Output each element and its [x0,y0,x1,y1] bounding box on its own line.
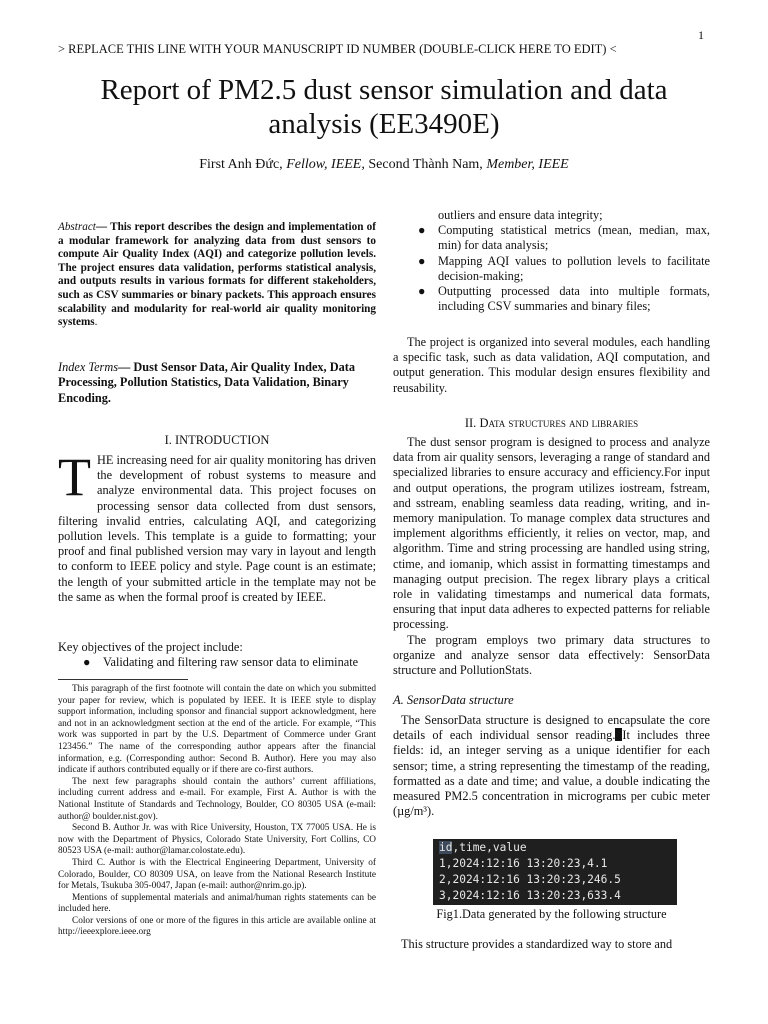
bullet-icon: ● [418,284,426,299]
abstract [58,221,376,330]
footnote-paragraph: Second B. Author Jr. was with Rice University, Houston, TX 77005 USA. He is now with the Department of Physics, Colorado State University, Fort Collins, CO 80523 USA (e-mail: author@lamar.colostate.edu). [58,823,376,857]
first-author-name: First Anh Đức, [199,157,287,172]
objective-text: Computing statistical metrics (mean, median, max, min) for data analysis; [438,223,710,253]
terminal-highlight: id [439,841,453,854]
objective-continuation: outliers and ensure data integrity; [438,208,603,222]
list-item [58,655,376,670]
footnote-paragraph: Third C. Author is with the Electrical Engineering Department, University of Colorado, Boulder, CO 80309 USA, on leave from the National Research Institute for Metals, Tsukuba 305-0047, Japan (e-mail: author@nrim.go.jp). [58,857,376,892]
list-item [393,284,710,314]
dropcap-letter: T [58,447,91,507]
bullet-icon: ● [418,223,426,238]
second-author-name: Second Thành Nam, [368,157,487,172]
figure-caption: Fig1.Data generated by the following structure [436,907,667,921]
data-structures-heading [393,416,710,431]
abstract-body: — This report describes the design and implementation of a modular framework for analyzing data from dust sensors to compute Air Quality Index (AQI) and categorize pollution levels. The project ensures data validation, performs statistical analysis, and outputs results in various formats for different stakeholders, such as CSV summaries or binary packets. This approach ensures scalability and modularity for real-world air quality monitoring systems [58,221,376,329]
manuscript-id-line[interactable]: > REPLACE THIS LINE WITH YOUR MANUSCRIPT ID NUMBER (DOUBLE-CLICK HERE TO EDIT) < [58,42,617,56]
index-terms [58,360,376,406]
objective-text: Outputting processed data into multiple formats, including CSV summaries and binary files; [438,284,710,314]
terminal-header: ,time,value [452,841,527,854]
first-author-role: Fellow, IEEE, [286,157,369,172]
structures-paragraph: The program employs two primary data structures to organize and analyze sensor data effectively: SensorData structure and PollutionStats. [393,632,710,678]
page-number: 1 [698,28,704,42]
objective-list-start [58,655,376,670]
objective-list-continued [393,208,710,314]
closing-paragraph: This structure provides a standardized way to store and [401,937,673,951]
list-item [393,254,710,284]
sensordata-text-before: The SensorData structure is designed to encapsulate the core details of each individual sensor reading. [393,713,710,743]
footnote-paragraph: Color versions of one or more of the figures in this article are available online at http://ieeexplore.ieee.org [58,915,376,938]
index-terms-lead: Index Terms [58,360,119,374]
introduction-body: HE increasing need for air quality monitoring has driven the development of robust systems to measure and analyze environmental data. This project focuses on processing sensor data collected from dust sensors, filtering invalid entries, calculating AQI, and categorizing pollution levels. This template is a guide to formatting; your proof and final published version may vary in layout and length to conform to IEEE policy and style. Page count is an estimate; the length of your submitted article in the template may not be the same as when the formal proof is created by IEEE. [58,453,376,604]
footnote-paragraph: This paragraph of the first footnote will contain the date on which you submitted your paper for review, which is populated by IEEE. It is IEEE style to display support information, including sponsor and financial support acknowledgment, here and not in an acknowledgment section at the end of the article. For example, “This work was supported in part by the U.S. Department of Commerce under Grant 123456.” The name of the corresponding author appears after the financial information, e.g. (Corresponding author: Second B. Author). Here you may also indicate if authors contributed equally or if there are co-first authors. [58,684,376,776]
abstract-tail: . [94,316,98,329]
author-line [58,157,710,173]
section-title: Data structures and libraries [479,416,639,430]
bullet-icon: ● [418,253,426,268]
introduction-paragraph [58,447,376,605]
objectives-intro: Key objectives of the project include: [58,640,243,654]
objective-text: Mapping AQI values to pollution levels to facilitate decision-making; [438,253,710,283]
footnote-paragraph: Mentions of supplemental materials and animal/human rights statements can be included here. [58,892,376,915]
abstract-lead: Abstract [58,221,96,233]
sensordata-heading: A. SensorData structure [393,693,514,707]
footnote-divider [58,679,188,680]
section-number: II. [464,416,480,430]
bullet-icon: ● [83,655,91,669]
sensordata-text-after: It includes three fields: id, an integer serving as a unique identifier for each sensor; time, a string representing the timestamp of the reading, formatted as a date and time; and value, a double indicating the measured PM2.5 concentration in micrograms per cubic meter (µg/m³). [393,728,710,819]
terminal-line: 2,2024:12:16 13:20:23,246.5 [439,873,621,886]
footnote-paragraph: The next few paragraphs should contain the authors’ current affiliations, including current address and e-mail. For example, First A. Author is with the National Institute of Standards and Technology, Boulder, CO 80305 USA (e-mail: author@ boulder.nist.gov). [58,776,376,822]
list-item [393,223,710,253]
terminal-line: 1,2024:12:16 13:20:23,4.1 [439,857,608,870]
introduction-heading: I. INTRODUCTION [164,433,270,447]
sensordata-paragraph [393,713,710,819]
organization-paragraph: The project is organized into several modules, each handling a specific task, such as data validation, AQI computation, and output generation. This modular design ensures flexibility and reusability. [393,335,710,395]
data-structures-body [393,435,710,678]
objective-text: Validating and filtering raw sensor data to eliminate [103,655,359,669]
terminal-line: 3,2024:12:16 13:20:23,633.4 [439,889,621,902]
libraries-paragraph: The dust sensor program is designed to process and analyze data from air quality sensors, leveraging a range of standard and specialized libraries to ensure accuracy and efficiency.For input and output operations, the program utilizes iostream, fstream, and sstream, enabling seamless data reading, writing, and in-memory manipulation. To manage complex data structures and implement algorithms efficiently, it relies on vector, map, and algorithm. Time and string processing are handled using string, ctime, and iomanip, which assist in formatting timestamps and managing output precision. The regex library plays a critical role in validating timestamps and numerical data formats, ensuring that input data adheres to expected patterns for reliable processing. [393,435,710,632]
second-author-role: Member, IEEE [486,157,569,172]
data-terminal-figure [433,839,677,905]
paper-title: Report of PM2.5 dust sensor simulation and data analysis (EE3490E) [100,74,668,140]
index-terms-body: — Dust Sensor Data, Air Quality Index, Data Processing, Pollution Statistics, Data Validation, Binary Encoding. [58,360,355,405]
footnotes [58,684,376,939]
